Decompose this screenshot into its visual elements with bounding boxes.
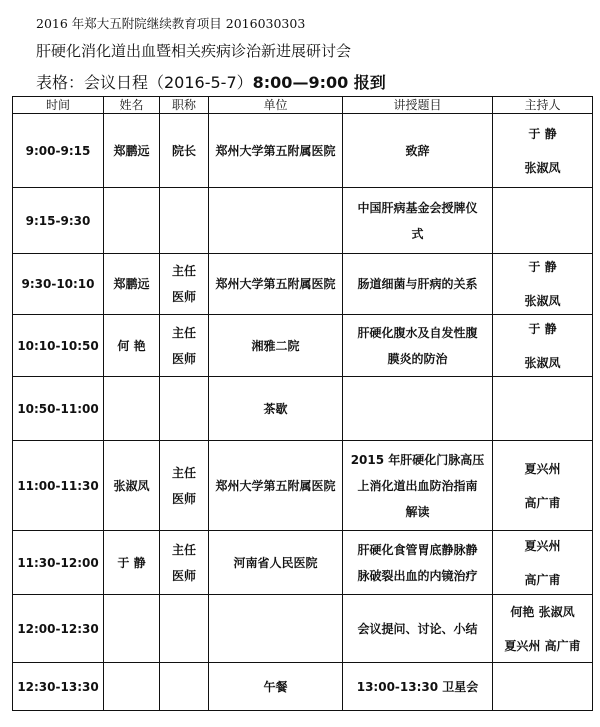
unit-cell-line: 郑州大学第五附属医院 (215, 143, 336, 158)
speaker-cell-line: 于 静 (117, 555, 146, 570)
col-header-name: 姓名 (104, 97, 160, 114)
host-cell-line: 张淑凤 (524, 160, 561, 175)
time-cell-line: 9:15-9:30 (25, 213, 91, 228)
host-cell (493, 441, 593, 531)
table-row (13, 114, 593, 188)
speaker-cell (104, 663, 160, 711)
col-header-unit: 单位 (209, 97, 343, 114)
host-cell-line: 夏兴州 (524, 538, 561, 553)
title-cell (160, 595, 209, 663)
title-cell-line: 主任 (171, 542, 196, 557)
title-cell-line: 医师 (171, 351, 196, 366)
topic-cell-line: 解读 (405, 504, 430, 519)
time-cell-line: 10:10-10:50 (17, 338, 99, 353)
speaker-cell (104, 377, 160, 441)
title-cell-line: 医师 (171, 290, 196, 304)
title-cell-line: 医师 (171, 491, 196, 506)
speaker-cell-line: 张淑凤 (113, 478, 150, 493)
time-cell-line: 12:30-13:30 (17, 679, 99, 694)
host-cell-line: 于 静 (528, 321, 557, 336)
registration-time: 8:00—9:00 报到 (252, 73, 386, 92)
time-cell (13, 595, 104, 663)
host-cell (493, 254, 593, 315)
table-row (13, 254, 593, 315)
host-cell-line: 高广甫 (524, 572, 561, 587)
time-cell (13, 188, 104, 254)
time-cell-line: 11:00-11:30 (17, 478, 99, 493)
host-cell-line: 夏兴州 高广甫 (504, 638, 581, 653)
speaker-cell (104, 114, 160, 188)
host-cell-line: 张淑凤 (524, 355, 561, 370)
topic-cell-line: 上消化道出血防治指南 (357, 478, 478, 493)
unit-cell (209, 441, 343, 531)
speaker-cell (104, 595, 160, 663)
unit-cell-line: 湘雅二院 (251, 338, 300, 353)
host-cell-line: 张淑凤 (524, 294, 561, 308)
topic-cell (343, 114, 493, 188)
speaker-cell (104, 188, 160, 254)
conference-title: 肝硬化消化道出血暨相关疾病诊治新进展研讨会 (36, 42, 352, 60)
title-cell (160, 315, 209, 377)
topic-cell-line: 2015 年肝硬化门脉高压 (350, 452, 485, 467)
speaker-cell-line: 何 艳 (117, 338, 146, 353)
table-row (13, 441, 593, 531)
host-cell (493, 377, 593, 441)
host-cell-line: 夏兴州 (524, 461, 561, 476)
unit-cell (209, 114, 343, 188)
table-row (13, 531, 593, 595)
unit-cell (209, 595, 343, 663)
speaker-cell (104, 315, 160, 377)
col-header-time: 时间 (13, 97, 104, 114)
title-cell (160, 441, 209, 531)
topic-cell (343, 531, 493, 595)
topic-cell-line: 中国肝病基金会授牌仪 (357, 200, 478, 215)
time-cell (13, 114, 104, 188)
host-cell-line: 于 静 (528, 260, 557, 274)
unit-cell-line: 午餐 (263, 679, 288, 694)
speaker-cell (104, 531, 160, 595)
col-header-topic: 讲授题目 (343, 97, 493, 114)
title-cell-line: 主任 (171, 264, 196, 278)
title-cell-line: 主任 (171, 325, 196, 340)
topic-cell (343, 595, 493, 663)
unit-cell (209, 531, 343, 595)
schedule-table (12, 96, 593, 711)
topic-cell-line: 致辞 (405, 143, 430, 158)
time-cell (13, 254, 104, 315)
unit-cell (209, 188, 343, 254)
time-cell-line: 9:00-9:15 (25, 143, 91, 158)
topic-cell-line: 肠道细菌与肝病的关系 (357, 277, 478, 291)
topic-cell (343, 254, 493, 315)
schedule-heading (36, 70, 386, 93)
unit-cell-line: 郑州大学第五附属医院 (215, 277, 336, 291)
unit-cell-line: 河南省人民医院 (233, 555, 318, 570)
topic-cell-line: 式 (411, 226, 424, 241)
time-cell (13, 377, 104, 441)
table-row (13, 377, 593, 441)
title-cell (160, 663, 209, 711)
host-cell (493, 315, 593, 377)
host-cell (493, 531, 593, 595)
unit-cell (209, 315, 343, 377)
time-cell (13, 441, 104, 531)
topic-cell-line: 肝硬化腹水及自发性腹 (357, 325, 478, 340)
table-row (13, 663, 593, 711)
host-cell-line: 高广甫 (524, 495, 561, 510)
table-row (13, 188, 593, 254)
col-header-host: 主持人 (493, 97, 593, 114)
time-cell-line: 9:30-10:10 (21, 277, 95, 291)
time-cell-line: 12:00-12:30 (17, 621, 99, 636)
title-cell-line: 主任 (171, 465, 196, 480)
title-cell (160, 188, 209, 254)
host-cell (493, 188, 593, 254)
topic-cell (343, 377, 493, 441)
host-cell (493, 663, 593, 711)
header-row (13, 97, 593, 114)
table-row (13, 595, 593, 663)
speaker-cell-line: 郑鹏远 (113, 277, 150, 291)
project-code-line: 2016 年郑大五附院继续教育项目 2016030303 (36, 16, 306, 31)
unit-cell (209, 254, 343, 315)
unit-cell-line: 郑州大学第五附属医院 (215, 478, 336, 493)
topic-cell-line: 脉破裂出血的内镜治疗 (357, 568, 478, 583)
topic-cell (343, 663, 493, 711)
title-cell (160, 114, 209, 188)
title-cell (160, 531, 209, 595)
unit-cell-line: 茶歇 (263, 401, 288, 416)
topic-cell (343, 441, 493, 531)
title-cell (160, 254, 209, 315)
speaker-cell-line: 郑鹏远 (113, 143, 150, 158)
topic-cell-line: 肝硬化食管胃底静脉静 (357, 542, 478, 557)
time-cell (13, 663, 104, 711)
title-cell (160, 377, 209, 441)
speaker-cell (104, 441, 160, 531)
topic-cell (343, 188, 493, 254)
title-cell-line: 医师 (171, 568, 196, 583)
title-cell-line: 院长 (171, 143, 196, 158)
host-cell (493, 595, 593, 663)
topic-cell-line: 13:00-13:30 卫星会 (356, 679, 479, 694)
unit-cell (209, 377, 343, 441)
time-cell-line: 11:30-12:00 (17, 555, 99, 570)
time-cell-line: 10:50-11:00 (17, 401, 99, 416)
time-cell (13, 531, 104, 595)
col-header-title: 职称 (160, 97, 209, 114)
speaker-cell (104, 254, 160, 315)
schedule-heading-prefix: 表格：会议日程（2016-5-7） (36, 73, 253, 92)
host-cell-line: 何艳 张淑凤 (510, 604, 575, 619)
topic-cell-line: 膜炎的防治 (387, 351, 448, 366)
host-cell-line: 于 静 (528, 126, 557, 141)
topic-cell (343, 315, 493, 377)
topic-cell-line: 会议提问、讨论、小结 (357, 621, 478, 636)
unit-cell (209, 663, 343, 711)
host-cell (493, 114, 593, 188)
time-cell (13, 315, 104, 377)
table-row (13, 315, 593, 377)
